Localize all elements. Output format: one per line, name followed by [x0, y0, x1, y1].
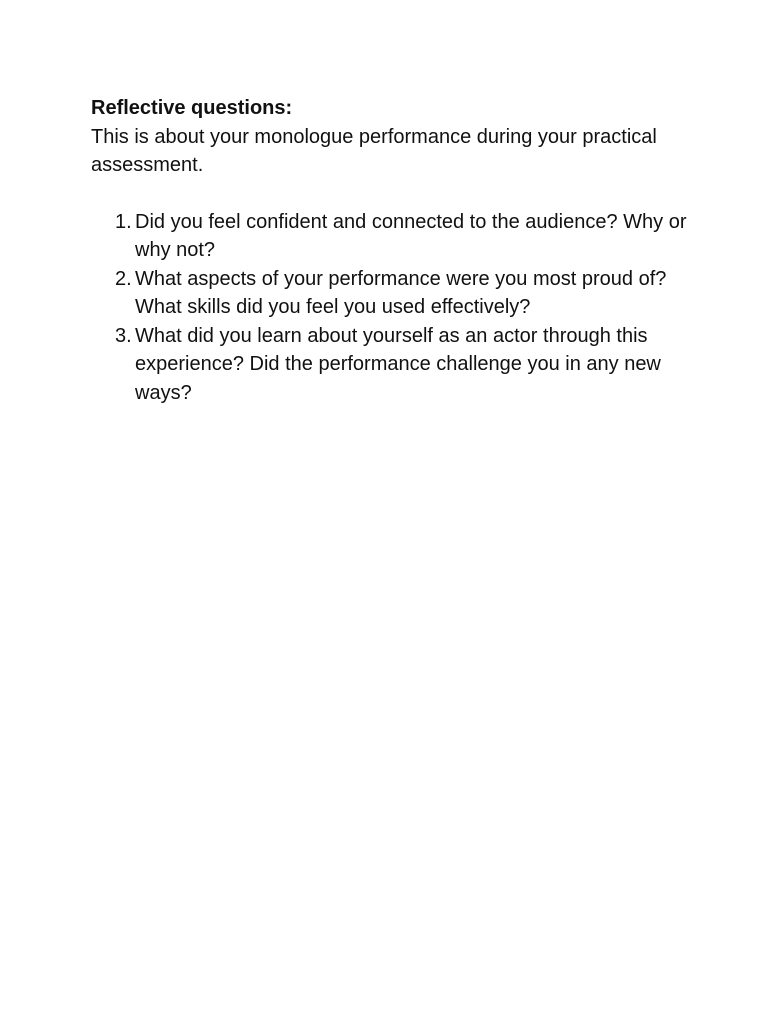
document-content	[91, 94, 691, 407]
question-text: Did you feel confident and connected to the audience? Why or why not?	[135, 210, 687, 261]
question-text: What aspects of your performance were you most proud of? What skills did you feel you used effectively?	[135, 267, 667, 318]
question-list	[91, 208, 691, 408]
question-item-1	[91, 208, 691, 265]
question-number: 2.	[115, 267, 132, 290]
question-text: What did you learn about yourself as an actor through this experience? Did the performance challenge you in any new ways?	[135, 324, 661, 404]
question-item-2	[91, 265, 691, 322]
question-number: 3.	[115, 324, 132, 347]
question-number: 1.	[115, 210, 132, 233]
question-item-3	[91, 322, 691, 408]
section-heading: Reflective questions:	[91, 97, 293, 119]
paragraph-spacer	[91, 180, 691, 208]
intro-paragraph: This is about your monologue performance during your practical assessment.	[91, 125, 657, 176]
